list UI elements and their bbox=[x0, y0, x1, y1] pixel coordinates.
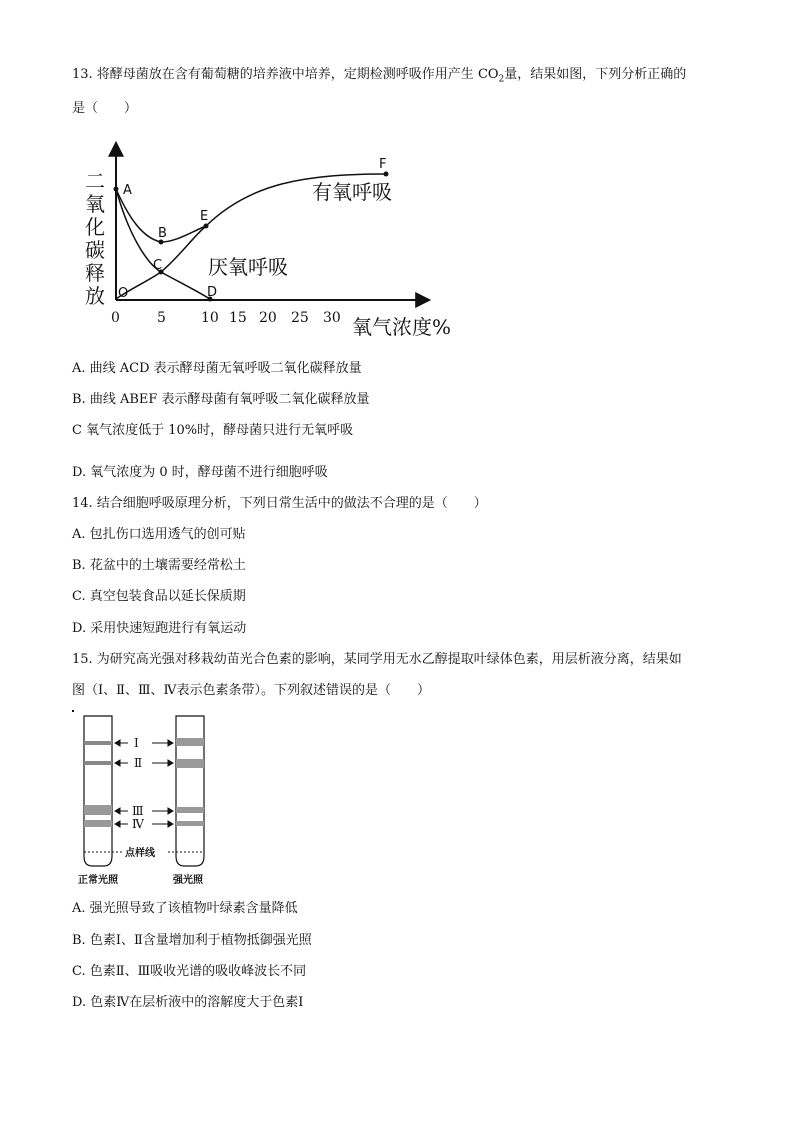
band-iii-normal bbox=[84, 805, 112, 815]
q14-option-c: C. 真空包装食品以延长保质期 bbox=[72, 589, 246, 604]
svg-text:15: 15 bbox=[229, 310, 247, 326]
band-iv-strong bbox=[176, 821, 204, 826]
anaerobic-curve bbox=[116, 189, 210, 299]
label-a: A bbox=[123, 183, 132, 198]
q13-option-d: D. 氧气浓度为 0 时，酵母菌不进行细胞呼吸 bbox=[72, 465, 328, 480]
tube-normal-light bbox=[84, 716, 112, 866]
label-band-iii: Ⅲ bbox=[132, 804, 144, 818]
label-c: C bbox=[153, 258, 163, 273]
q14-stem: 14. 结合细胞呼吸原理分析，下列日常生活中的做法不合理的是（ ） bbox=[72, 496, 487, 511]
q14-option-b: B. 花盆中的土壤需要经常松土 bbox=[72, 558, 246, 573]
q15-option-a: A. 强光照导致了该植物叶绿素含量降低 bbox=[72, 901, 298, 916]
point-f bbox=[384, 172, 389, 177]
x-tick-labels bbox=[111, 310, 341, 326]
q15-option-b: B. 色素Ⅰ、Ⅱ含量增加利于植物抵御强光照 bbox=[72, 933, 312, 948]
label-o: O bbox=[118, 286, 129, 301]
svg-text:氧: 氧 bbox=[85, 192, 105, 216]
q13-option-b: B. 曲线 ABEF 表示酵母菌有氧呼吸二氧化碳释放量 bbox=[72, 392, 370, 407]
q13-stem-text-end: 量，结果如图，下列分析正确的 bbox=[504, 67, 687, 82]
figure-dot bbox=[72, 710, 74, 712]
band-ii-normal bbox=[84, 761, 112, 765]
svg-text:二: 二 bbox=[85, 169, 105, 193]
band-i-strong bbox=[176, 738, 204, 746]
label-f: F bbox=[379, 157, 387, 172]
svg-text:碳: 碳 bbox=[85, 238, 105, 262]
label-band-ii: Ⅱ bbox=[134, 756, 143, 770]
q14-option-a: A. 包扎伤口选用透气的创可贴 bbox=[72, 527, 246, 542]
label-normal-light: 正常光照 bbox=[78, 875, 118, 886]
band-iv-normal bbox=[84, 820, 112, 827]
co2-subscript: 2 bbox=[498, 74, 505, 85]
aerobic-label: 有氧呼吸 bbox=[312, 180, 392, 204]
q13-stem-text: 13. 将酵母菌放在含有葡萄糖的培养液中培养，定期检测呼吸作用产生 CO bbox=[72, 67, 499, 82]
q15-stem-line1: 15. 为研究高光强对移栽幼苗光合色素的影响，某同学用无水乙醇提取叶绿体色素，用层析液分离，结果如 bbox=[72, 652, 682, 667]
svg-text:放: 放 bbox=[85, 284, 105, 308]
q13-option-c: C 氧气浓度低于 10%时，酵母菌只进行无氧呼吸 bbox=[72, 423, 354, 438]
svg-text:10: 10 bbox=[201, 310, 219, 326]
q14-option-d: D. 采用快速短跑进行有氧运动 bbox=[72, 621, 247, 636]
q15-option-d: D. 色素Ⅳ在层析液中的溶解度大于色素Ⅰ bbox=[72, 995, 304, 1010]
label-strong-light: 强光照 bbox=[173, 875, 203, 886]
point-a bbox=[114, 187, 119, 192]
origin-label: 点样线 bbox=[125, 848, 155, 859]
point-e bbox=[204, 224, 209, 229]
q15-stem-line2: 图（Ⅰ、Ⅱ、Ⅲ、Ⅳ表示色素条带）。下列叙述错误的是（ ） bbox=[72, 683, 430, 698]
q15-option-c: C. 色素Ⅱ、Ⅲ吸收光谱的吸收峰波长不同 bbox=[72, 964, 307, 979]
x-axis-label: 氧气浓度% bbox=[352, 315, 452, 339]
band-ii-strong bbox=[176, 759, 204, 768]
svg-text:25: 25 bbox=[291, 310, 309, 326]
chromatography-figure bbox=[72, 708, 222, 888]
svg-text:释: 释 bbox=[85, 261, 105, 285]
q13-stem-line1 bbox=[72, 66, 686, 89]
band-iii-strong bbox=[176, 807, 204, 813]
svg-text:20: 20 bbox=[259, 310, 277, 326]
label-d: D bbox=[207, 285, 218, 300]
svg-text:0: 0 bbox=[111, 310, 120, 326]
label-band-i: Ⅰ bbox=[134, 736, 139, 750]
label-band-iv: Ⅳ bbox=[132, 817, 144, 831]
svg-text:5: 5 bbox=[157, 310, 166, 326]
y-axis-label bbox=[85, 169, 105, 308]
co2-release-graph bbox=[80, 138, 470, 343]
svg-text:30: 30 bbox=[323, 310, 341, 326]
band-i-normal bbox=[84, 741, 112, 745]
svg-text:化: 化 bbox=[85, 215, 105, 239]
label-b: B bbox=[158, 226, 167, 241]
anaerobic-label: 厌氧呼吸 bbox=[208, 255, 288, 279]
q13-stem-line2: 是（ ） bbox=[72, 101, 138, 116]
label-e: E bbox=[200, 209, 209, 224]
q13-option-a: A. 曲线 ACD 表示酵母菌无氧呼吸二氧化碳释放量 bbox=[72, 361, 362, 376]
